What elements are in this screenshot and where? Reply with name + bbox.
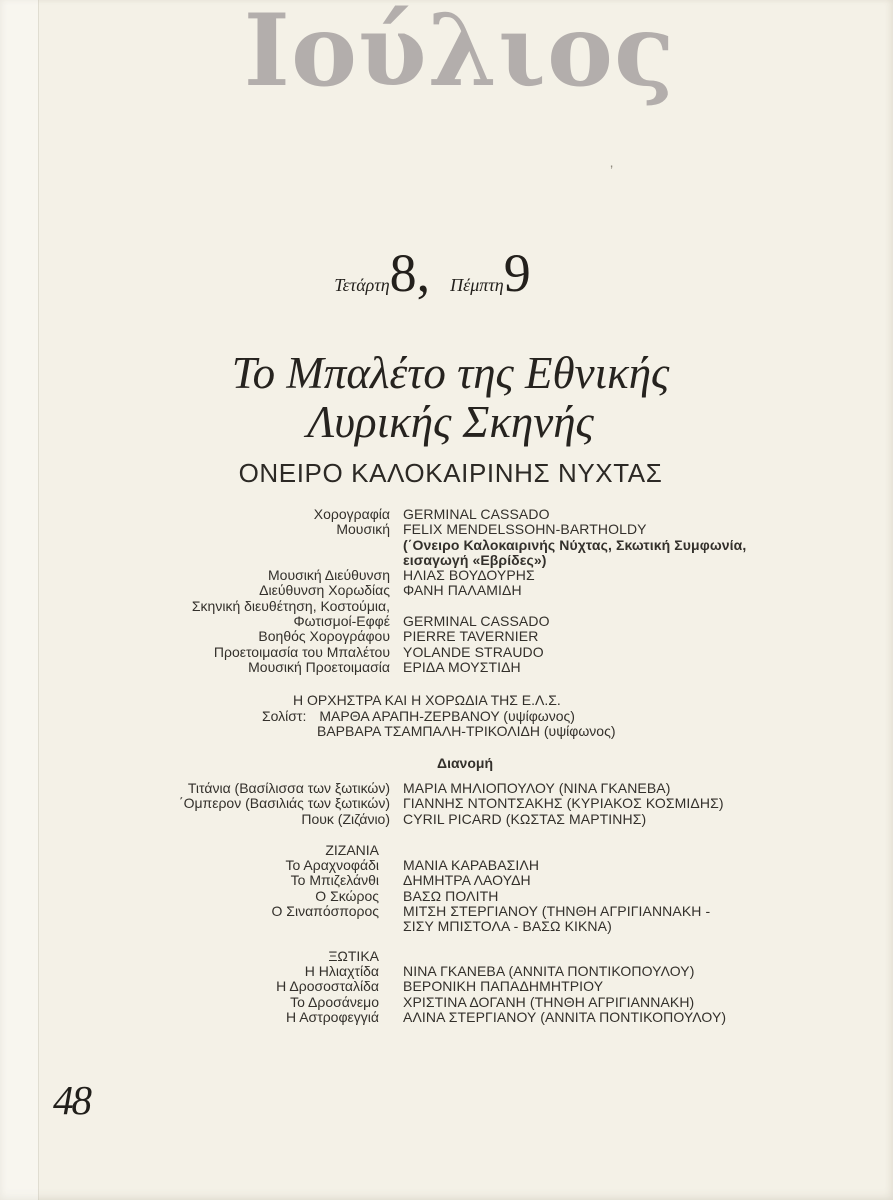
cast-performer: ΜΙΤΣΗ ΣΤΕΡΓΙΑΝΟΥ (ΤΗΝΘΗ ΑΓΡΙΓΙΑΝΝΑΚΗ -: [403, 903, 711, 920]
credit-value: PIERRE TAVERNIER: [403, 628, 539, 645]
work-title: ΟΝΕΙΡΟ ΚΑΛΟΚΑΙΡΙΝΗΣ ΝΥΧΤΑΣ: [238, 458, 663, 488]
soloist-line-1: [262, 709, 616, 725]
credit-value: FELIX MENDELSSOHN-BARTHOLDY: [403, 521, 647, 538]
cast-role-label: Το Δροσάνεμο: [290, 993, 379, 1010]
cast-role-label: Το Αραχνοφάδι: [285, 857, 379, 874]
cast-principals: [0, 781, 800, 827]
credit-value: ΦΑΝΗ ΠΑΛΑΜΙΔΗ: [403, 582, 522, 599]
soloist-label: Σολίστ:: [262, 707, 307, 724]
cast-role-label: Η Δροσοσταλίδα: [276, 978, 379, 995]
company-title-line2: Λυρικής Σκηνής: [307, 396, 594, 447]
cast-role-label: Πουκ (Ζιζάνιο): [301, 810, 390, 827]
credit-role-label: [0, 538, 390, 553]
cast-role-label: Η Αστροφεγγιά: [285, 1008, 379, 1025]
credit-role-label: Προετοιμασία του Μπαλέτου: [213, 643, 390, 660]
credit-value: YOLANDE STRAUDO: [403, 643, 544, 660]
cast-role-label: Η Ηλιαχτίδα: [304, 962, 379, 979]
day1-number: 8,: [389, 243, 431, 303]
cast-performer: ΔΗΜΗΤΡΑ ΛΑΟΥΔΗ: [403, 872, 531, 889]
credit-value: GERMINAL CASSADO: [403, 506, 550, 522]
cast-group-zizania: [0, 843, 800, 935]
orchestra-chorus-line: Η ΟΡΧΗΣΤΡΑ ΚΑΙ Η ΧΟΡΩΔΙΑ ΤΗΣ Ε.Λ.Σ.: [293, 692, 561, 708]
cast-heading: Διανομή: [437, 755, 494, 771]
cast-group-title: ΞΩΤΙΚΑ: [328, 947, 379, 964]
day2-name: Πέμπτη: [450, 275, 504, 295]
credit-role-label: Φωτισμοί-Εφφέ: [293, 613, 390, 630]
credit-value: GERMINAL CASSADO: [403, 613, 550, 630]
credit-value: ΗΛΙΑΣ ΒΟΥΔΟΥΡΗΣ: [403, 567, 535, 584]
cast-group-title: ΖΙΖΑΝΙΑ: [325, 841, 379, 858]
cast-performer: ΣΙΣΥ ΜΠΙΣΤΟΛΑ - ΒΑΣΩ ΚΙΚΝΑ): [403, 918, 612, 935]
month-title: Ιούλιος: [243, 0, 676, 109]
credit-role-label: [0, 553, 390, 568]
scan-artifact-mark: ’: [610, 162, 614, 178]
cast-performer: ΜΑΝΙΑ ΚΑΡΑΒΑΣΙΛΗ: [403, 857, 540, 874]
credit-value: [403, 599, 800, 614]
performance-dates: [0, 243, 893, 303]
credit-role-label: Μουσική: [336, 521, 390, 538]
cast-role-label: Ο Σιναπόσπορος: [271, 903, 379, 920]
cast-performer: ΒΑΣΩ ΠΟΛΙΤΗ: [403, 887, 499, 904]
credit-role-label: Σκηνική διευθέτηση, Κοστούμια,: [191, 597, 390, 614]
cast-performer: ΜΑΡΙΑ ΜΗΛΙΟΠΟΥΛΟΥ (ΝΙΝΑ ΓΚΑΝΕΒΑ): [403, 780, 671, 796]
credit-role-label: Διεύθυνση Χορωδίας: [259, 582, 390, 599]
credit-value-music-note: (΄Ονειρο Καλοκαιρινής Νύχτας, Σκωτική Συμφωνία,: [403, 536, 747, 553]
page-number: 48: [53, 1077, 90, 1123]
cast-list: [0, 781, 800, 1025]
cast-performer: ΓΙΑΝΝΗΣ ΝΤΟΝΤΣΑΚΗΣ (ΚΥΡΙΑΚΟΣ ΚΟΣΜΙΔΗΣ): [403, 795, 724, 812]
soloist-name-1: ΜΑΡΘΑ ΑΡΑΠΗ-ΖΕΡΒΑΝΟΥ (υψίφωνος): [319, 707, 575, 724]
cast-performer: ΝΙΝΑ ΓΚΑΝΕΒΑ (ΑΝΝΙΤΑ ΠΟΝΤΙΚΟΠΟΥΛΟΥ): [403, 962, 695, 979]
company-title-line1: Το Μπαλέτο της Εθνικής: [231, 348, 670, 398]
soloist-name-2: ΒΑΡΒΑΡΑ ΤΣΑΜΠΑΛΗ-ΤΡΙΚΟΛΙΔΗ (υψίφωνος): [317, 723, 616, 740]
credits-list: [0, 507, 800, 675]
ensemble-block: [0, 693, 616, 740]
day1-name: Τετάρτη: [334, 275, 390, 295]
credit-role-label: Βοηθός Χορογράφου: [258, 628, 390, 645]
cast-role-label: Το Μπιζελάνθι: [290, 872, 379, 889]
cast-performer: ΧΡΙΣΤΙΝΑ ΔΟΓΑΝΗ (ΤΗΝΘΗ ΑΓΡΙΓΙΑΝΝΑΚΗ): [403, 993, 695, 1010]
cast-performer: CYRIL PICARD (ΚΩΣΤΑΣ ΜΑΡΤΙΝΗΣ): [403, 810, 647, 827]
credit-value-music-note: εισαγωγή «Εβρίδες»): [403, 551, 547, 568]
cast-performer: ΒΕΡΟΝΙΚΗ ΠΑΠΑΔΗΜΗΤΡΙΟΥ: [403, 978, 604, 995]
credit-role-label: Χορογραφία: [313, 506, 390, 522]
cast-role-label: [0, 919, 390, 934]
cast-group-ksotika: [0, 949, 800, 1025]
cast-performer: ΑΛΙΝΑ ΣΤΕΡΓΙΑΝΟΥ (ΑΝΝΙΤΑ ΠΟΝΤΙΚΟΠΟΥΛΟΥ): [403, 1008, 727, 1025]
day2-number: 9: [503, 243, 531, 303]
credit-role-label: Μουσική Διεύθυνση: [268, 567, 390, 584]
company-title: [0, 349, 893, 446]
cast-role-label: Ο Σκώρος: [315, 887, 379, 904]
credit-role-label: Μουσική Προετοιμασία: [248, 658, 390, 675]
cast-role-label: Τιτάνια (Βασίλισσα των ξωτικών): [187, 780, 390, 796]
cast-role-label: ΄Ομπερον (Βασιλιάς των ξωτικών): [178, 795, 390, 812]
credit-value: ΕΡΙΔΑ ΜΟΥΣΤΙΔΗ: [403, 658, 521, 675]
